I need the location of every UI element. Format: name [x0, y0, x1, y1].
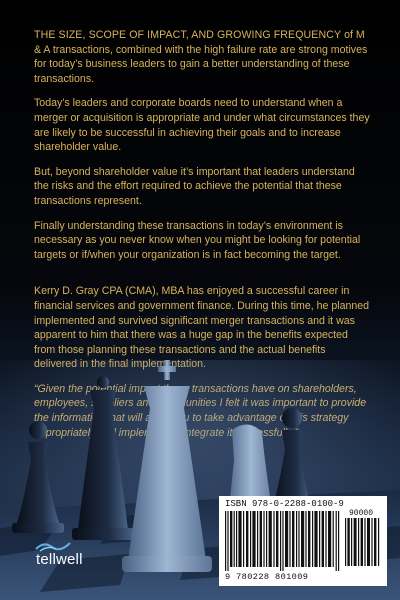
blurb-paragraph-4: Finally understanding these transactions in today’s environment is necessary as you never know when you might be looking for potential targets or if/when your organization is in fact becoming the target. [34, 219, 361, 261]
isbn-barcode [219, 496, 387, 586]
blurb-paragraph-2: Today’s leaders and corporate boards need to understand when a merger or acquisition is appropriate and under what circumstances they are likely to be successful in achieving their goals and to increase shareholder value. [34, 97, 370, 154]
price-code: 90000 [349, 509, 374, 518]
publisher-logo [34, 539, 104, 571]
lead-caps: THE SIZE, SCOPE OF IMPACT, AND GROWING FREQUENCY [34, 29, 342, 41]
blurb-paragraph-3: But, beyond shareholder value it’s important that leaders understand the risks and the effort required to achieve the potential that these transactions represent. [34, 165, 355, 207]
publisher-name: tellwell [36, 551, 83, 568]
price-barcode-bars [345, 518, 381, 566]
blurb-paragraph-1 [34, 28, 370, 86]
lead-rest: of M & A transactions, combined with the high failure rate are strong motives for today’s business leaders to gain a better understanding of these transactions. [34, 29, 368, 85]
isbn-label: ISBN 978-0-2288-0100-9 [225, 499, 344, 509]
ean-barcode-bars [225, 511, 341, 571]
barcode-number: 9 780228 801009 [225, 572, 309, 582]
author-bio: Kerry D. Gray CPA (CMA), MBA has enjoyed a successful career in financial services and government finance. During this time, he planned implemented and survived significant merger transactions and it was apparent to him that there was a huge gap in the benefits expected from those planning these transactions and the actual benefits [34, 285, 370, 356]
